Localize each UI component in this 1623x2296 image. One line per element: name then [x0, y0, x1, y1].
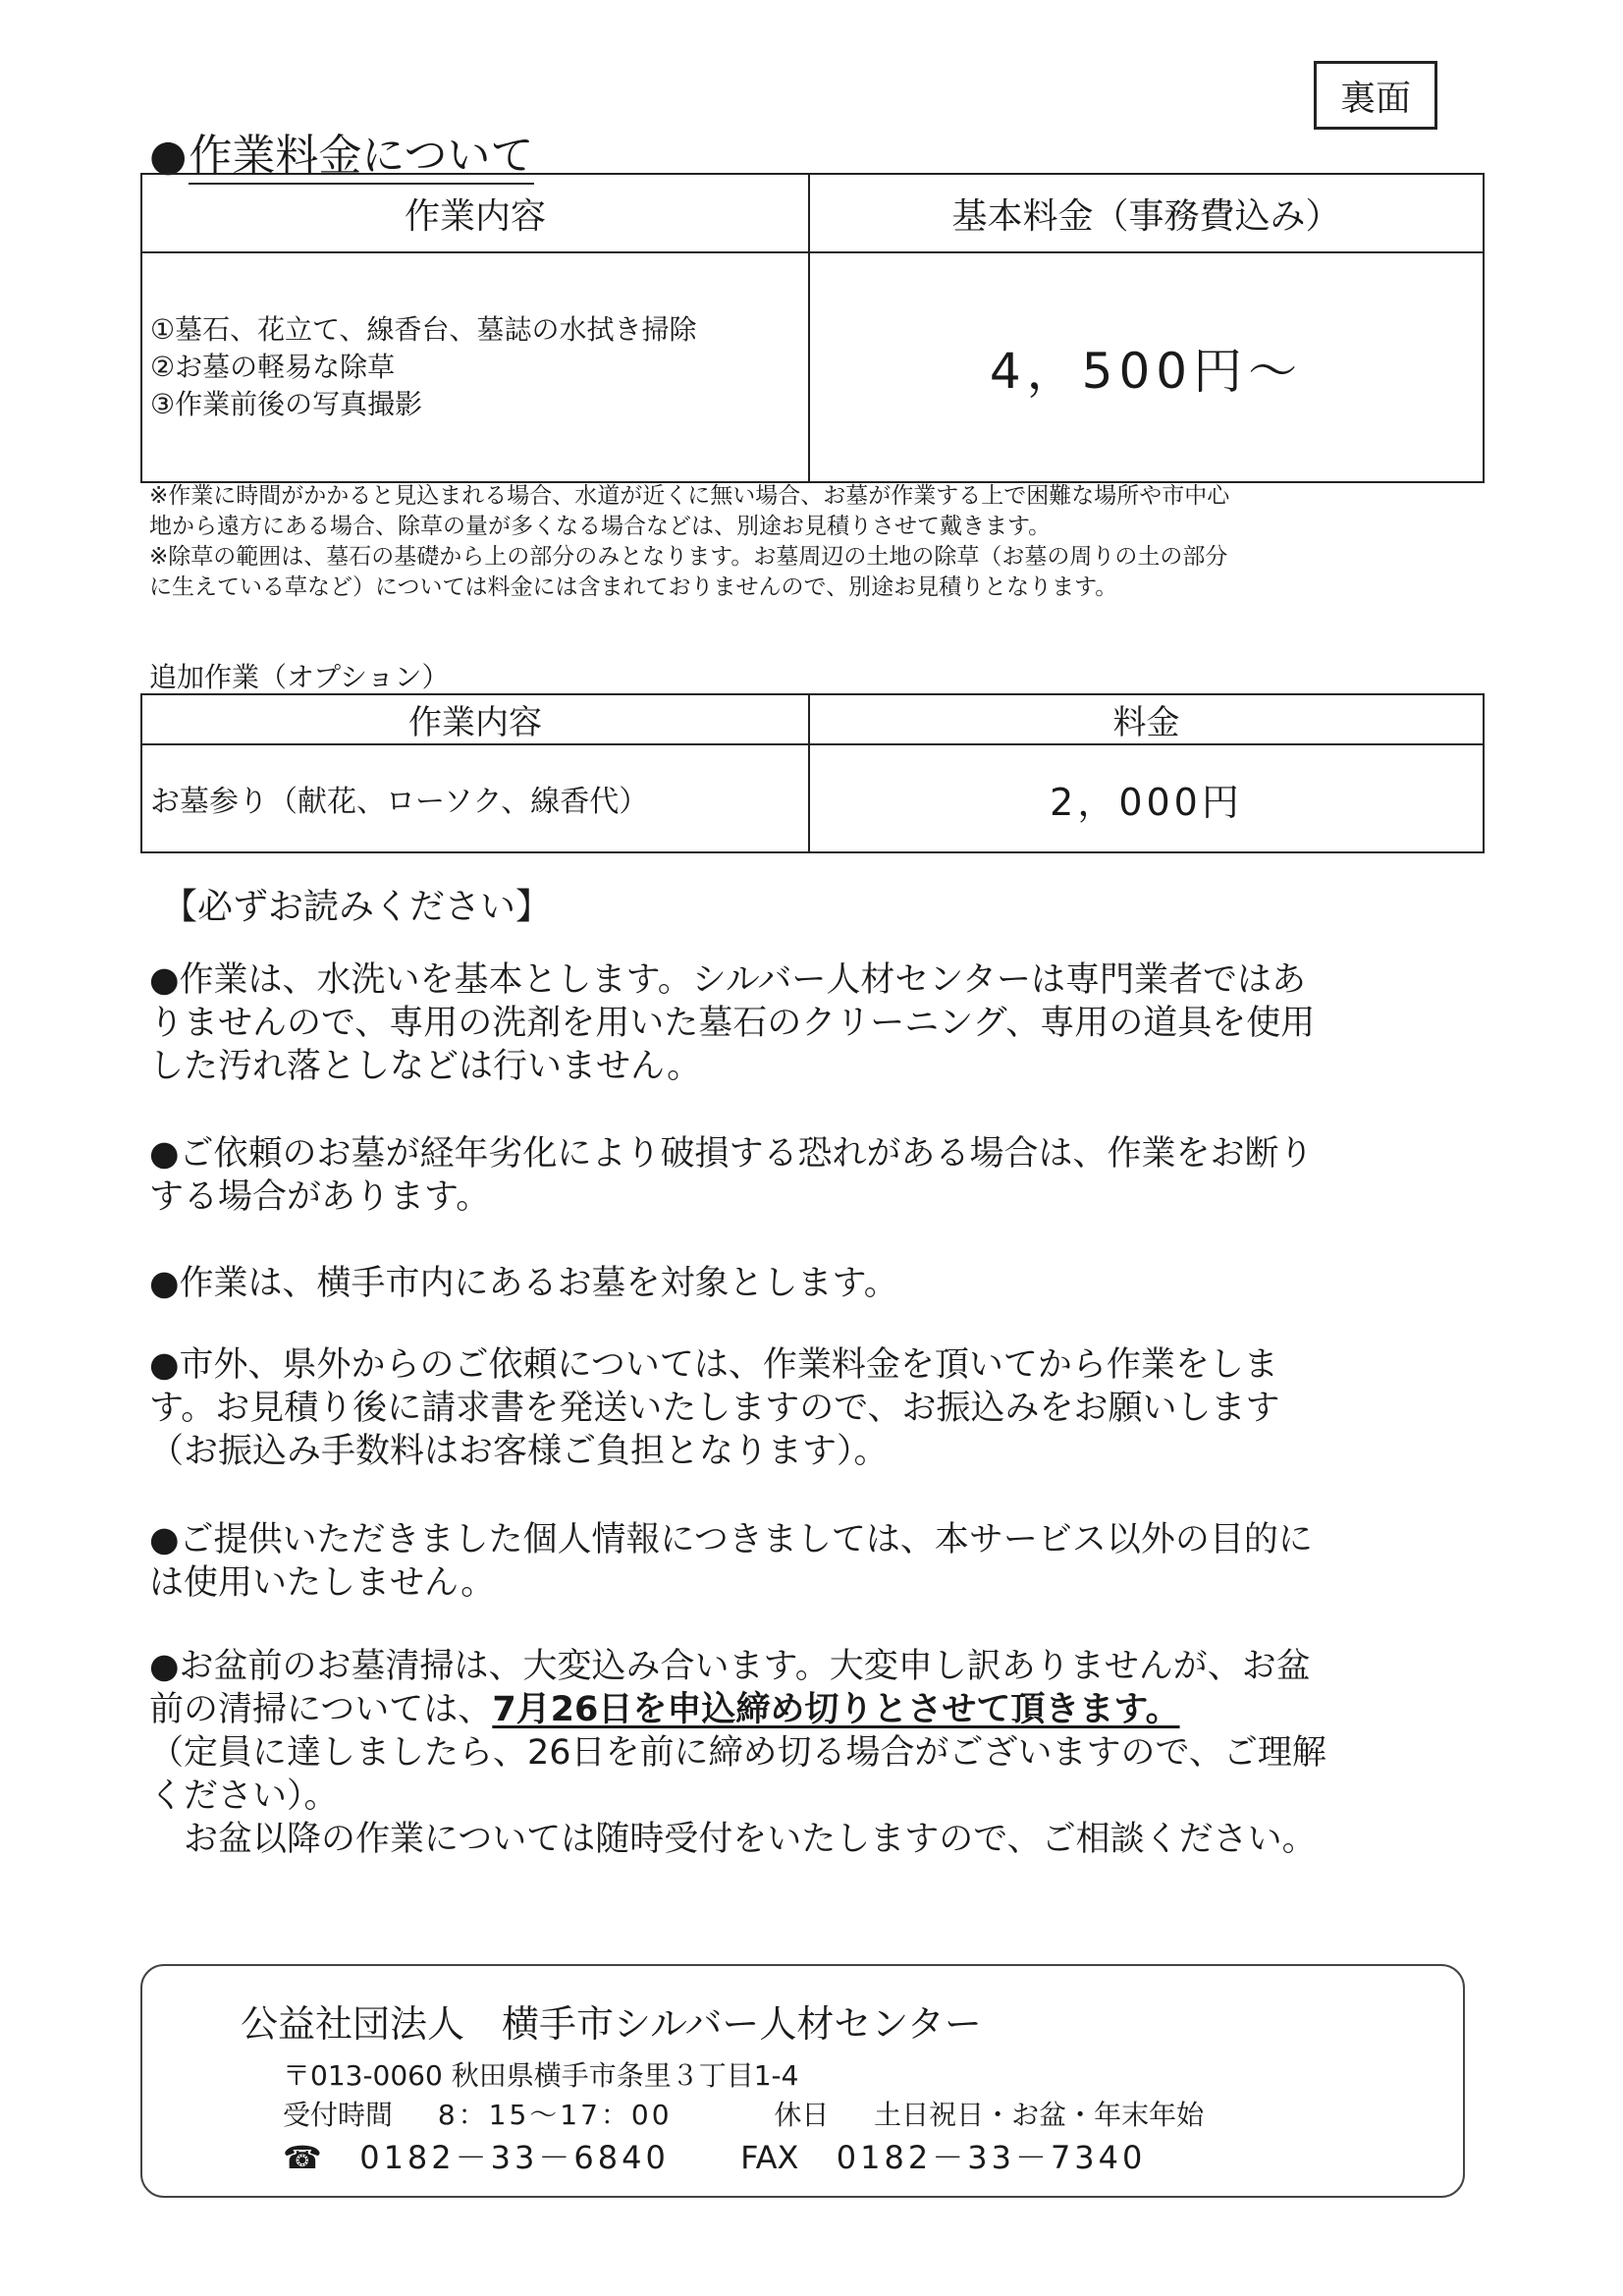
phone-line — [283, 2133, 1146, 2178]
fee-table — [140, 173, 1485, 483]
fee-table-items — [141, 252, 809, 482]
fee-table-header-price: 基本料金（事務費込み） — [809, 174, 1484, 252]
telephone-number: 0182－33－6840 — [359, 2139, 670, 2176]
option-title: 追加作業（オプション） — [149, 661, 450, 693]
telephone-icon: ☎ — [283, 2139, 322, 2176]
paragraph-line: ●お盆前のお墓清掃は、大変込み合います。大変申し訳ありませんが、お盆 — [149, 1647, 1311, 1686]
paragraph-obon — [149, 1645, 1494, 1861]
fee-item: ①墓石、花立て、線香台、墓誌の水拭き掃除 — [150, 313, 697, 346]
paragraph-line: は使用いたしません。 — [149, 1563, 496, 1603]
bullet-icon: ● — [149, 131, 188, 181]
paragraph-line: お盆以降の作業については随時受付をいたしますので、ご相談ください。 — [149, 1820, 1317, 1859]
paragraph-line: する場合があります。 — [149, 1177, 491, 1217]
hours-line — [283, 2094, 1204, 2133]
fax-number: 0182－33－7340 — [836, 2139, 1147, 2176]
paragraph-line: （お振込み手数料はお客様ご負担となります）。 — [149, 1432, 889, 1471]
paragraph-line: ください）。 — [149, 1777, 339, 1816]
fee-item: ②お墓の軽易な除草 — [150, 351, 396, 383]
paragraph-privacy — [149, 1518, 1494, 1605]
must-read-heading: 【必ずお読みください】 — [162, 887, 552, 927]
paragraph-water-wash — [149, 958, 1494, 1088]
paragraph-line: ●作業は、横手市内にあるお墓を対象とします。 — [149, 1264, 898, 1303]
paragraph-line: した汚れ落としなどは行いません。 — [149, 1047, 702, 1086]
option-item: お墓参り（献花、ローソク、線香代） — [141, 744, 809, 852]
paragraph-line: ●市外、県外からのご依頼については、作業料金を頂いてから作業をしま — [149, 1345, 1278, 1385]
paragraph-line: （定員に達しましたら、26日を前に締め切る場合がございますので、ご理解 — [149, 1733, 1326, 1773]
note-line: 地から遠方にある場合、除草の量が多くなる場合などは、別途お見積りさせて戴きます。 — [149, 514, 1052, 539]
section-title-text: 作業料金について — [189, 131, 533, 185]
fee-price: 4，500円～ — [809, 252, 1484, 482]
organization-name: 公益社団法人 横手市シルバー人材センター — [241, 2002, 982, 2046]
note-line: に生えている草など）については料金には含まれておりませんので、別途お見積りとなります。 — [149, 574, 1118, 600]
deadline-emphasis: 7月26日を申込締め切りとさせて頂きます。 — [492, 1690, 1180, 1729]
option-fee: 2，000円 — [809, 744, 1484, 852]
paragraph-line: ●作業は、水洗いを基本とします。シルバー人材センターは専門業者ではあ — [149, 960, 1307, 1000]
side-badge: 裏面 — [1314, 61, 1437, 130]
paragraph-line — [149, 1688, 1494, 1731]
address: 〒013-0060 秋田県横手市条里３丁目1-4 — [283, 2059, 799, 2092]
fee-notes — [149, 481, 1485, 603]
paragraph-line: す。お見積り後に請求書を発送いたしますので、お振込みをお願いします — [149, 1389, 1280, 1428]
paragraph-target-area — [149, 1262, 1494, 1305]
option-table-header-fee: 料金 — [809, 694, 1484, 744]
paragraph-text: 前の清掃については、 — [149, 1690, 493, 1729]
paragraph-line: ●ご依頼のお墓が経年劣化により破損する恐れがある場合は、作業をお断り — [149, 1134, 1314, 1174]
paragraph-line: りませんので、専用の洗剤を用いた墓石のクリーニング、専用の道具を使用 — [149, 1004, 1316, 1043]
holiday-label: 休日 — [774, 2099, 830, 2131]
fee-table-header-work: 作業内容 — [141, 174, 809, 252]
hours-value: 8：15～17：00 — [437, 2099, 673, 2131]
fax-label: FAX — [740, 2139, 799, 2176]
paragraph-line: ●ご提供いただきました個人情報につきましては、本サービス以外の目的に — [149, 1520, 1313, 1559]
option-table — [140, 693, 1485, 853]
paragraph-deterioration — [149, 1132, 1494, 1219]
holiday-value: 土日祝日・お盆・年末年始 — [874, 2099, 1205, 2131]
paragraph-outside-city — [149, 1343, 1494, 1473]
option-table-header-work: 作業内容 — [141, 694, 809, 744]
fee-item: ③作業前後の写真撮影 — [150, 388, 423, 420]
note-line: ※作業に時間がかかると見込まれる場合、水道が近くに無い場合、お墓が作業する上で困難な場所や市中心 — [149, 483, 1230, 509]
note-line: ※除草の範囲は、墓石の基礎から上の部分のみとなります。お墓周辺の土地の除草（お墓の周りの土の部分 — [149, 544, 1228, 570]
hours-label: 受付時間 — [283, 2099, 394, 2131]
